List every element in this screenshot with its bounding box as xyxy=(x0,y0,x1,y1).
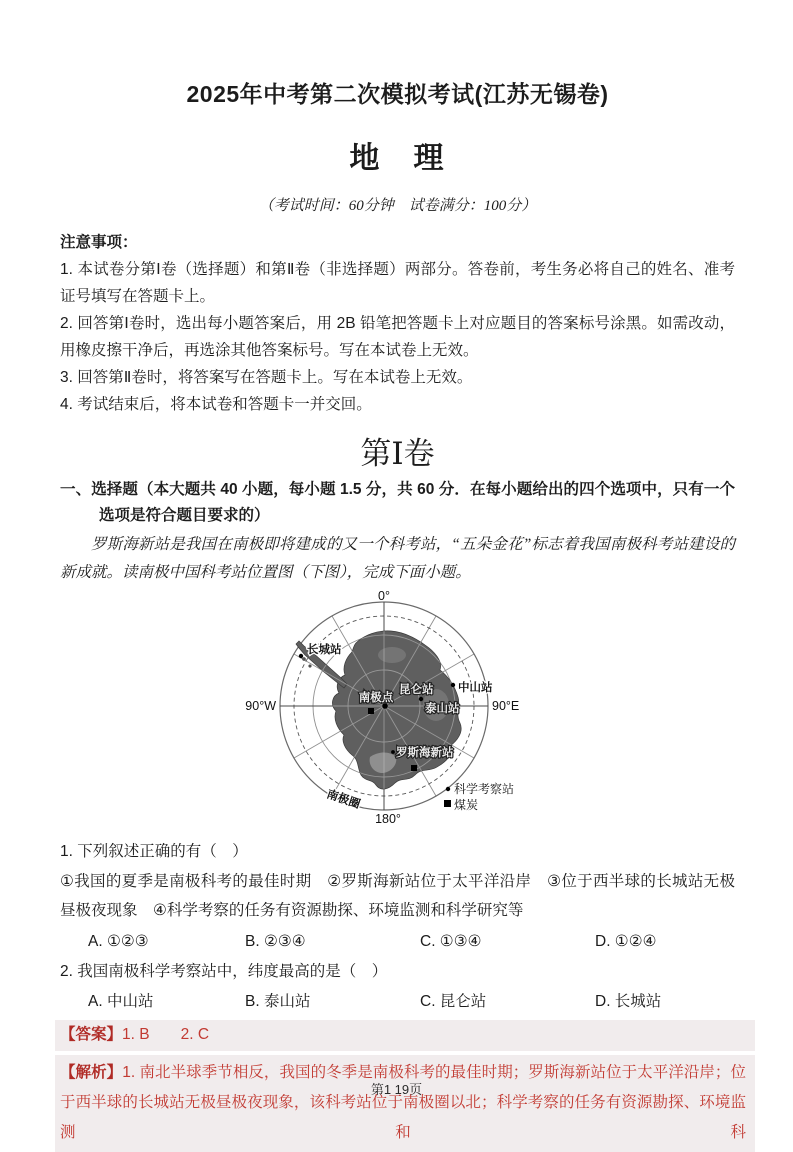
notice-section xyxy=(60,230,735,418)
page-title: 2025年中考第二次模拟考试(江苏无锡卷) xyxy=(186,81,609,107)
island xyxy=(302,658,305,661)
option-c: C. ①③④ xyxy=(420,933,482,950)
question-2-options xyxy=(60,990,735,1014)
rosshai-station-label: 罗斯海新站 xyxy=(395,747,453,759)
part1-heading: 第Ⅰ卷 xyxy=(360,436,435,471)
island xyxy=(308,665,310,667)
section-title: 一、选择题（本大题共 40 小题，每小题 1.5 分，共 60 分．在每小题给出的四个选项中，只有一个选项是符合题目要求的） xyxy=(60,481,735,524)
subject-title: 地 理 xyxy=(349,142,446,175)
legend-coal-icon xyxy=(444,800,451,807)
notice-heading: 注意事项： xyxy=(60,234,138,251)
changcheng-station-label: 长城站 xyxy=(306,644,341,656)
notice-item-2: 2. 回答第Ⅰ卷时，选出每小题答案后，用 2B 铅笔把答题卡上对应题目的答案标号涂黑。如需改动，用橡皮擦干净后，再选涂其他答案标号。写在本试卷上无效。 xyxy=(60,315,735,359)
meridian-label-180: 180° xyxy=(374,812,401,826)
option-a: A. 中山站 xyxy=(88,993,154,1010)
option-d: D. 长城站 xyxy=(595,993,662,1010)
answer-label: 【答案】 xyxy=(60,1026,123,1043)
changcheng-station-dot xyxy=(298,654,302,658)
option-d: D. ①②④ xyxy=(595,933,657,950)
question-1-options xyxy=(60,930,735,954)
answer-text: 1. B 2. C xyxy=(122,1026,210,1043)
analysis-label: 【解析】 xyxy=(60,1064,123,1081)
zhongshan-station-label: 中山站 xyxy=(457,682,492,694)
legend-station-icon xyxy=(445,787,449,791)
question-group-intro: 罗斯海新站是我国在南极即将建成的又一个科考站，“五朵金花”标志着我国南极科考站建设的新成就。读南极中国科考站位置图（下图），完成下面小题。 xyxy=(60,536,735,581)
option-b: B. 泰山站 xyxy=(245,993,311,1010)
analysis-block xyxy=(55,1055,755,1152)
map-legend xyxy=(444,781,514,812)
rosshai-station-dot xyxy=(391,750,395,754)
antarctica-map-figure xyxy=(74,589,735,834)
answer-block xyxy=(55,1020,755,1051)
option-b: B. ②③④ xyxy=(245,933,306,950)
meridian-label-0: 0° xyxy=(377,589,390,603)
antarctic-circle-label: 南极圈 xyxy=(324,788,362,812)
kunlun-station-label: 昆仑站 xyxy=(398,684,433,696)
option-a: A. ①②③ xyxy=(88,933,149,950)
coal-marker xyxy=(411,765,417,771)
kunlun-station-dot xyxy=(418,697,422,701)
question-2-stem: 2. 我国南极科学考察站中，纬度最高的是（ ） xyxy=(60,963,388,980)
meridian-label-90e: 90°E xyxy=(491,699,519,713)
notice-item-3: 3. 回答第Ⅱ卷时，将答案写在答题卡上。写在本试卷上无效。 xyxy=(60,369,473,386)
option-c: C. 昆仑站 xyxy=(420,993,487,1010)
question-1-stem: 1. 下列叙述正确的有（ ） xyxy=(60,843,248,860)
question-1-statements: ①我国的夏季是南极科考的最佳时期 ②罗斯海新站位于太平洋沿岸 ③位于西半球的长城站无极昼极夜现象 ④科学考察的任务有资源勘探、环境监测和科学研究等 xyxy=(60,873,735,919)
meridian-label-90w: 90°W xyxy=(244,699,276,713)
taishan-station-label: 泰山站 xyxy=(424,703,459,715)
zhongshan-station-dot xyxy=(450,683,454,687)
south-pole-dot xyxy=(382,703,388,709)
antarctica-map xyxy=(240,589,570,829)
notice-item-4: 4. 考试结束后，将本试卷和答题卡一并交回。 xyxy=(60,396,372,413)
north-ice-region xyxy=(378,647,406,663)
exam-info: （考试时间：60分钟 试卷满分：100分） xyxy=(258,198,537,214)
page-footer: 第1 19页 xyxy=(370,1082,423,1097)
coal-marker xyxy=(368,708,374,714)
analysis-text: 1. 南北半球季节相反，我国的冬季是南极科考的最佳时期；罗斯海新站位于太平洋沿岸；位于西半球的长城站无极昼极夜现象，该科考站位于南极圈以北；科学考察的任务有资源勘探、环境监测和科 xyxy=(60,1064,746,1141)
legend-coal-label: 煤炭 xyxy=(453,798,478,812)
south-pole-label: 南极点 xyxy=(358,692,393,704)
notice-item-1: 1. 本试卷分第Ⅰ卷（选择题）和第Ⅱ卷（非选择题）两部分。答卷前，考生务必将自己的姓名、准考证号填写在答题卡上。 xyxy=(60,261,735,305)
legend-station-label: 科学考察站 xyxy=(453,782,514,796)
